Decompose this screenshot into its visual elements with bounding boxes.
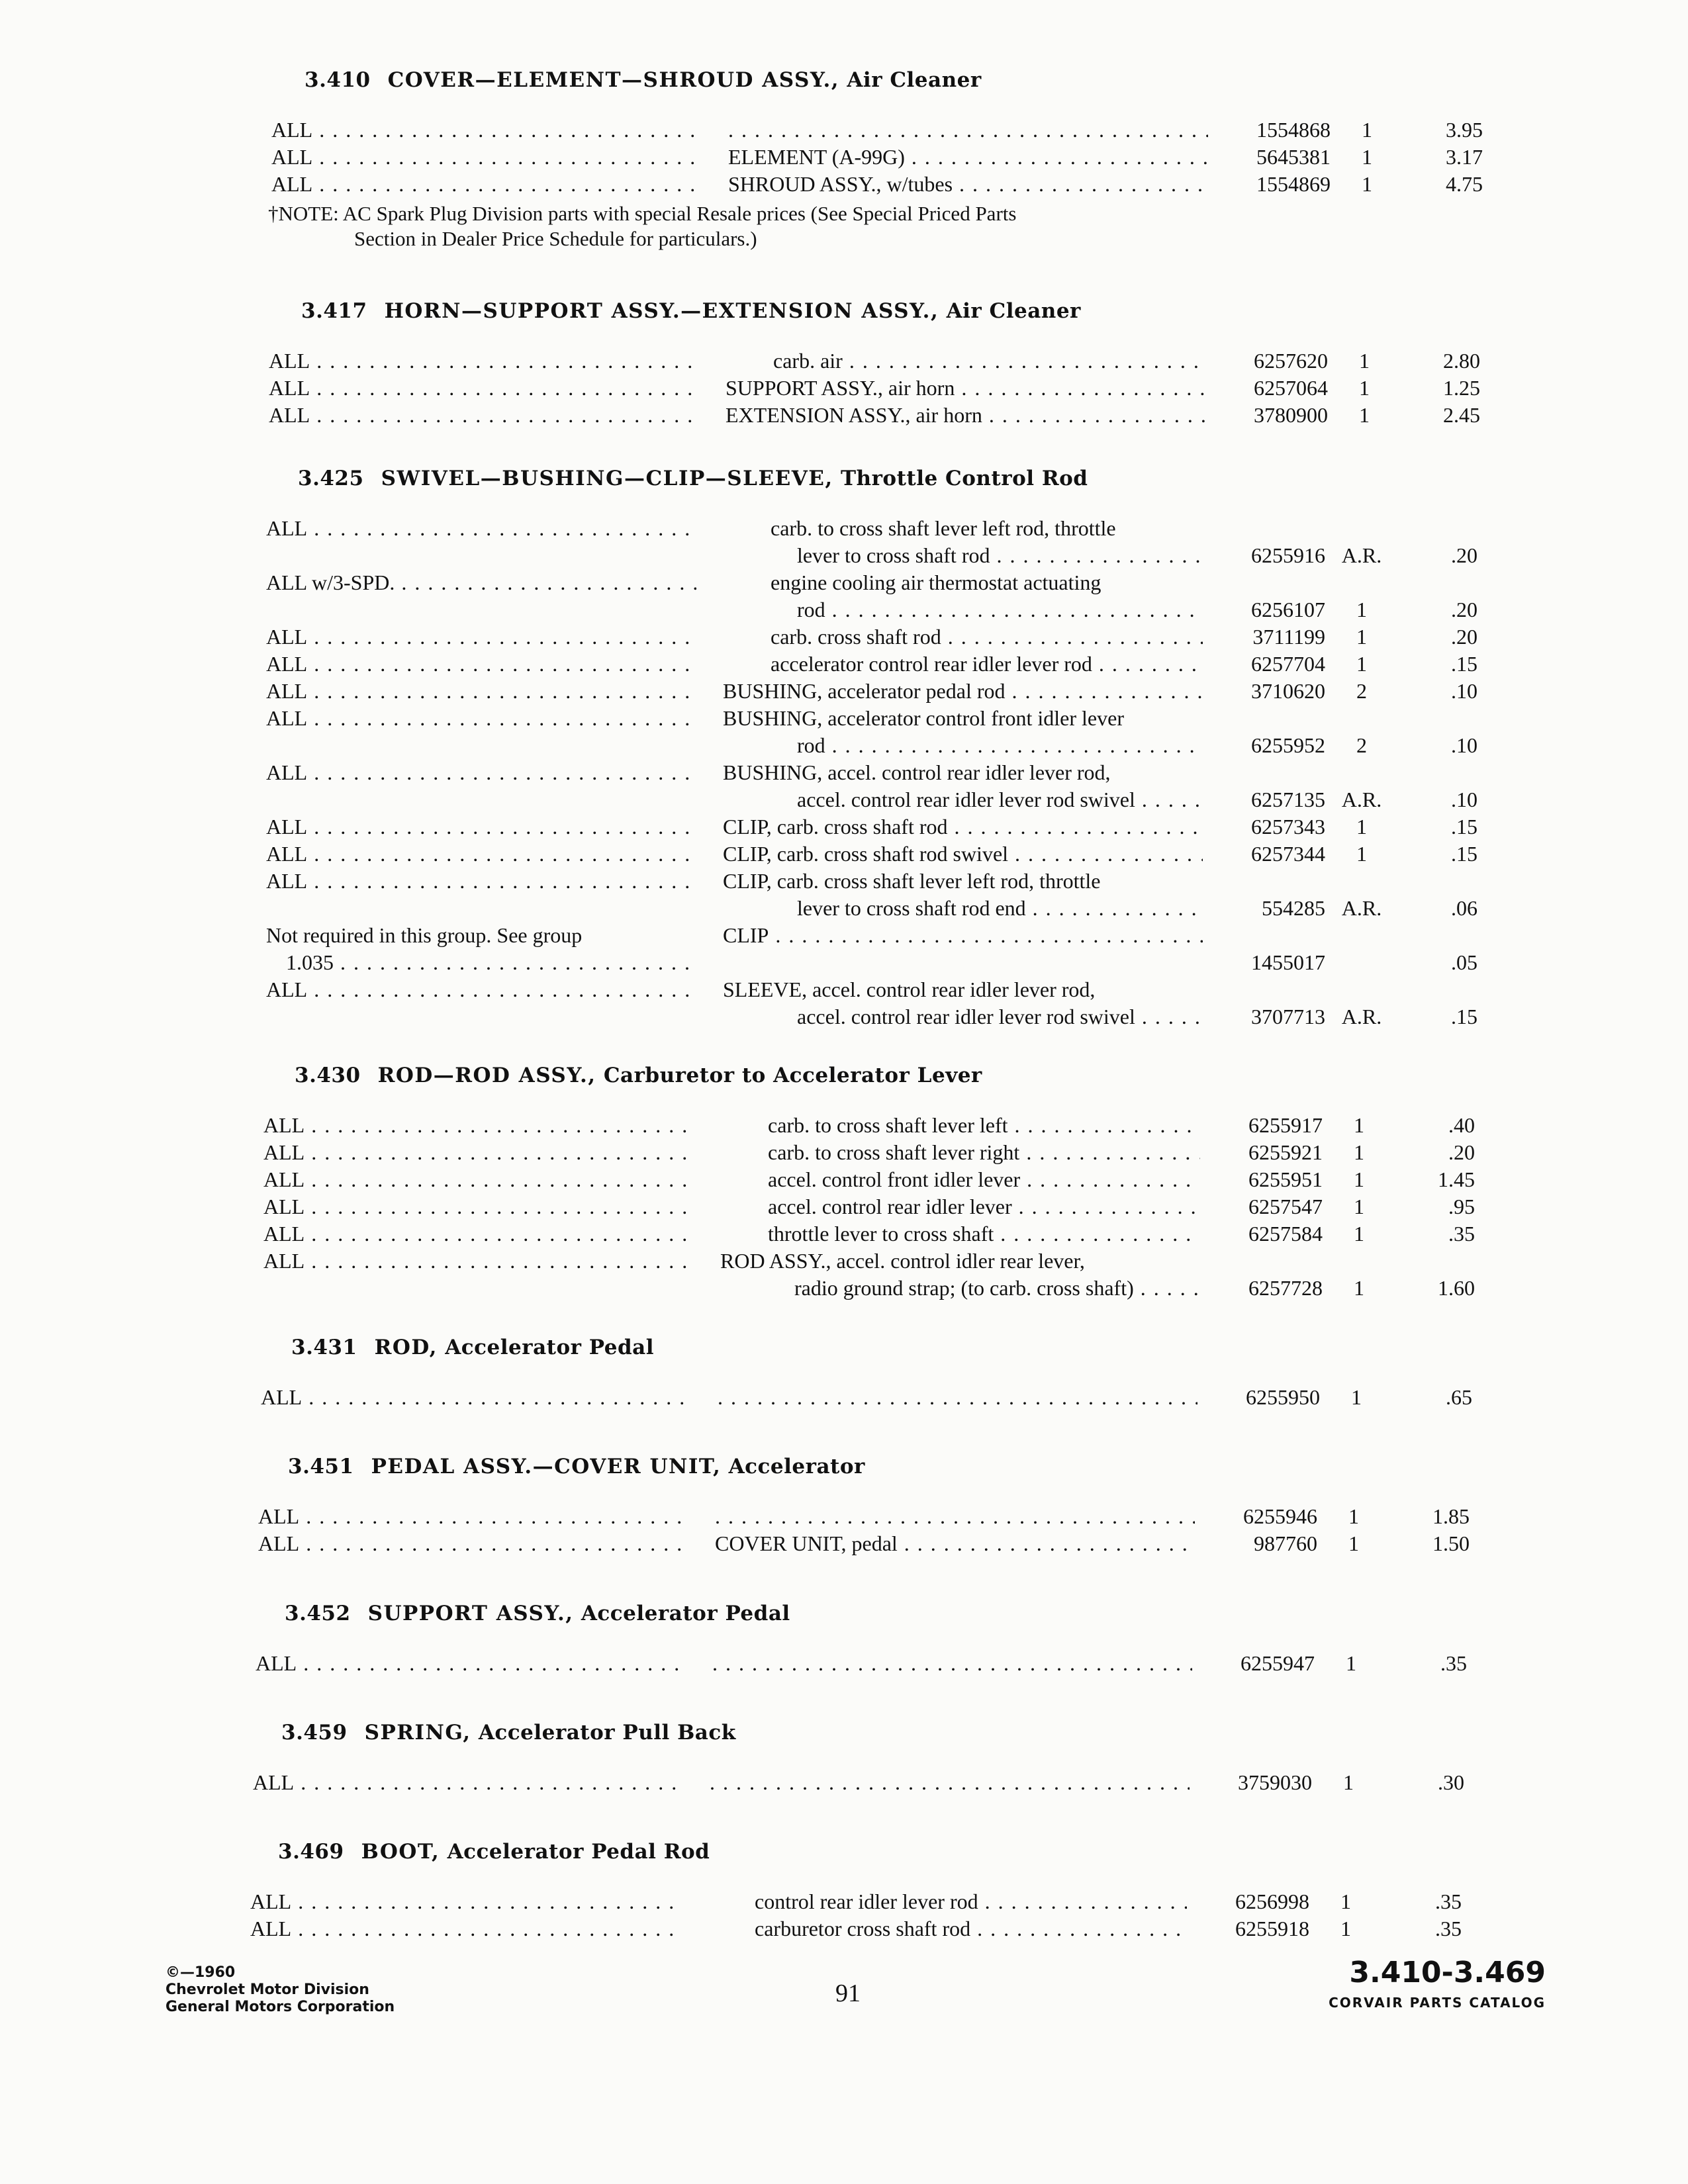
model-cell: ALL . . . — [266, 515, 696, 541]
section-number: 3.431 — [291, 1336, 357, 1359]
quantity-cell: A.R. — [1341, 543, 1382, 567]
price-cell: .35 — [1440, 1651, 1467, 1675]
table-row — [0, 705, 1688, 759]
section-title-rest: Air Cleaner — [847, 68, 982, 92]
description-cell — [715, 1503, 1195, 1529]
section-number: 3.469 — [278, 1840, 344, 1864]
table-row — [0, 347, 1688, 375]
quantity-cell: 1 — [1354, 1222, 1364, 1246]
quantity-cell: A.R. — [1341, 788, 1382, 811]
section-title-rest: Accelerator Pedal — [581, 1602, 790, 1625]
model-cell: ALL . . . — [258, 1530, 688, 1557]
description-cell — [712, 1650, 1192, 1676]
table-row — [0, 569, 1688, 623]
part-number-cell: 6255946 — [1243, 1504, 1317, 1528]
part-number-cell: 1554868 — [1256, 118, 1331, 142]
part-number-cell: 6257343 — [1251, 815, 1325, 839]
description-cell: BUSHING, accel. control rear idler lever rod, — [723, 760, 1111, 784]
part-number-cell: 6257620 — [1254, 349, 1328, 373]
part-number-cell: 6256107 — [1251, 598, 1325, 621]
model-cell: ALL . . . — [269, 347, 699, 374]
description-cell-continued: rod . . . — [797, 596, 1203, 623]
part-number-cell: 6257064 — [1254, 376, 1328, 400]
description-cell: EXTENSION ASSY., air horn . . . — [726, 402, 1205, 428]
section-title — [288, 1455, 865, 1479]
part-number-cell: 6257547 — [1248, 1195, 1323, 1218]
quantity-cell: 1 — [1356, 652, 1367, 676]
model-cell: ALL . . . — [271, 144, 702, 170]
model-cell: ALL w/3-SPD. . . . — [266, 569, 696, 596]
description-cell: SUPPORT ASSY., air horn . . . — [726, 375, 1205, 401]
section-title-rest: Accelerator Pedal Rod — [447, 1840, 710, 1864]
section-title — [301, 299, 1081, 323]
description-cell: ROD ASSY., accel. control idler rear lever, — [720, 1249, 1085, 1273]
quantity-cell: A.R. — [1341, 1005, 1382, 1028]
description-cell: SLEEVE, accel. control rear idler lever rod, — [723, 978, 1096, 1001]
table-row — [0, 922, 1688, 976]
section-title-main: ROD—ROD ASSY., — [377, 1064, 596, 1087]
section-title — [285, 1602, 790, 1625]
model-cell: ALL . . . — [253, 1769, 683, 1796]
table-row — [0, 813, 1688, 841]
price-cell: .15 — [1451, 1005, 1477, 1028]
quantity-cell: 1 — [1356, 815, 1367, 839]
model-cell: ALL . . . — [266, 678, 696, 704]
section-title-main: ROD, — [374, 1336, 438, 1359]
part-number-cell: 6257704 — [1251, 652, 1325, 676]
price-cell: .15 — [1451, 842, 1477, 866]
section-title — [305, 68, 982, 92]
price-cell: 1.45 — [1438, 1167, 1475, 1191]
part-number-cell: 3780900 — [1254, 403, 1328, 427]
price-cell: .20 — [1451, 625, 1477, 649]
part-number-cell: 6257344 — [1251, 842, 1325, 866]
quantity-cell: 1 — [1362, 118, 1372, 142]
model-cell: ALL . . . — [258, 1503, 688, 1529]
model-cell: ALL . . . — [266, 841, 696, 867]
table-row — [0, 1166, 1688, 1193]
description-cell: throttle lever to cross shaft . . . — [768, 1220, 1200, 1247]
model-cell: ALL . . . — [256, 1650, 686, 1676]
price-cell: .30 — [1438, 1770, 1464, 1794]
model-cell: ALL . . . — [263, 1220, 694, 1247]
model-cell: ALL . . . — [271, 116, 702, 143]
quantity-cell: 1 — [1359, 349, 1370, 373]
part-number-cell: 6257135 — [1251, 788, 1325, 811]
section-title-rest: Air Cleaner — [946, 299, 1081, 323]
price-cell: .20 — [1451, 598, 1477, 621]
quantity-cell: 1 — [1356, 842, 1367, 866]
description-cell: BUSHING, accelerator control front idler lever — [723, 706, 1124, 730]
section-title-main: COVER—ELEMENT—SHROUD ASSY., — [387, 68, 840, 92]
part-number-cell: 6257728 — [1248, 1276, 1323, 1300]
price-cell: .10 — [1451, 679, 1477, 703]
section-title-main: PEDAL ASSY.—COVER UNIT, — [371, 1455, 722, 1479]
quantity-cell: 1 — [1340, 1889, 1351, 1913]
description-cell: COVER UNIT, pedal . . . — [715, 1530, 1195, 1557]
table-row — [0, 841, 1688, 868]
section-title-rest: Carburetor to Accelerator Lever — [603, 1064, 982, 1087]
price-cell: .35 — [1435, 1917, 1462, 1940]
description-cell: engine cooling air thermostat actuating — [771, 570, 1102, 594]
section-number: 3.451 — [288, 1455, 354, 1479]
price-cell: .95 — [1448, 1195, 1475, 1218]
section-title — [295, 1064, 982, 1087]
table-row — [0, 1139, 1688, 1166]
description-cell: control rear idler lever rod . . . — [755, 1888, 1187, 1915]
note-line-2: Section in Dealer Price Schedule for particulars.) — [354, 227, 757, 250]
description-cell: accel. control rear idler lever . . . — [768, 1193, 1200, 1220]
quantity-cell: 1 — [1362, 172, 1372, 196]
part-number-cell: 6255917 — [1248, 1113, 1323, 1137]
quantity-cell: 1 — [1346, 1651, 1356, 1675]
price-cell: 1.50 — [1432, 1531, 1470, 1555]
model-cell: ALL . . . — [263, 1166, 694, 1193]
part-number-cell: 6255918 — [1235, 1917, 1309, 1940]
part-number-cell: 5645381 — [1256, 145, 1331, 169]
price-cell: .06 — [1451, 896, 1477, 920]
table-row — [0, 1530, 1688, 1557]
quantity-cell: 1 — [1348, 1504, 1359, 1528]
model-cell: ALL . . . — [266, 976, 696, 1003]
part-number-cell: 6255950 — [1246, 1385, 1320, 1409]
section-title — [298, 467, 1088, 490]
description-cell: BUSHING, accelerator pedal rod . . . — [723, 678, 1203, 704]
table-row — [0, 1193, 1688, 1220]
price-cell: 1.60 — [1438, 1276, 1475, 1300]
footer-copyright-block — [165, 1964, 395, 2016]
part-number-cell: 6257584 — [1248, 1222, 1323, 1246]
model-cell: ALL . . . — [263, 1139, 694, 1165]
section-number: 3.425 — [298, 467, 364, 490]
model-cell: ALL . . . — [269, 375, 699, 401]
quantity-cell: 1 — [1354, 1276, 1364, 1300]
table-row — [0, 1112, 1688, 1139]
price-cell: 2.80 — [1443, 349, 1480, 373]
page-number: 91 — [835, 1979, 861, 2007]
section-number: 3.459 — [281, 1721, 348, 1745]
table-row — [0, 678, 1688, 705]
description-cell: carburetor cross shaft rod . . . — [755, 1915, 1187, 1942]
description-cell: CLIP . . . — [723, 922, 1203, 948]
description-cell-continued: rod . . . — [797, 732, 1203, 758]
section-title-main: HORN—SUPPORT ASSY.—EXTENSION ASSY., — [384, 299, 939, 323]
quantity-cell: 2 — [1356, 733, 1367, 757]
footer-company-1: Chevrolet Motor Division — [165, 1981, 369, 1998]
note-line-1: †NOTE: AC Spark Plug Division parts with special Resale prices (See Special Priced Parts — [268, 202, 1017, 225]
table-row — [0, 171, 1688, 198]
description-cell: carb. to cross shaft lever right . . . — [768, 1139, 1200, 1165]
part-number-cell: 6255916 — [1251, 543, 1325, 567]
description-cell: carb. to cross shaft lever left . . . — [768, 1112, 1200, 1138]
price-cell: .10 — [1451, 733, 1477, 757]
price-cell: 1.25 — [1443, 376, 1480, 400]
description-cell-continued: radio ground strap; (to carb. cross shaft) . . . — [794, 1275, 1200, 1301]
quantity-cell: 1 — [1359, 376, 1370, 400]
price-cell: .20 — [1448, 1140, 1475, 1164]
price-cell: .20 — [1451, 543, 1477, 567]
section-title-main: SUPPORT ASSY., — [367, 1602, 574, 1625]
table-row — [0, 1220, 1688, 1248]
section-number: 3.452 — [285, 1602, 351, 1625]
price-cell: .05 — [1451, 950, 1477, 974]
section-title-main: SWIVEL—BUSHING—CLIP—SLEEVE, — [381, 467, 833, 490]
part-number-cell: 1554869 — [1256, 172, 1331, 196]
part-number-cell: 3707713 — [1251, 1005, 1325, 1028]
price-cell: 2.45 — [1443, 403, 1480, 427]
quantity-cell: 1 — [1356, 598, 1367, 621]
quantity-cell: 1 — [1354, 1140, 1364, 1164]
model-cell: ALL . . . — [266, 623, 696, 650]
model-cell: ALL . . . — [266, 868, 696, 894]
part-number-cell: 554285 — [1262, 896, 1325, 920]
price-cell: .35 — [1435, 1889, 1462, 1913]
description-cell-continued: accel. control rear idler lever rod swivel . . . — [797, 786, 1203, 813]
description-cell-continued: accel. control rear idler lever rod swivel . . . — [797, 1003, 1203, 1030]
quantity-cell: 2 — [1356, 679, 1367, 703]
part-number-cell: 987760 — [1254, 1531, 1317, 1555]
price-cell: .10 — [1451, 788, 1477, 811]
description-cell — [710, 1769, 1190, 1796]
section-title — [291, 1336, 654, 1359]
description-cell-continued: lever to cross shaft rod . . . — [797, 542, 1203, 569]
part-number-cell: 6255951 — [1248, 1167, 1323, 1191]
table-row — [0, 623, 1688, 651]
part-number-cell: 6256998 — [1235, 1889, 1309, 1913]
table-row — [0, 1248, 1688, 1302]
model-cell: ALL . . . — [263, 1112, 694, 1138]
model-cell: ALL . . . — [269, 402, 699, 428]
quantity-cell: 1 — [1351, 1385, 1362, 1409]
description-cell — [728, 116, 1208, 143]
quantity-cell: 1 — [1356, 625, 1367, 649]
price-cell: 3.17 — [1446, 145, 1483, 169]
description-cell: accel. control front idler lever . . . — [768, 1166, 1200, 1193]
price-cell: 1.85 — [1432, 1504, 1470, 1528]
section-title-rest: Throttle Control Rod — [840, 467, 1088, 490]
table-row — [0, 1384, 1688, 1411]
section-title — [281, 1721, 736, 1745]
section-number: 3.430 — [295, 1064, 361, 1087]
table-row — [0, 515, 1688, 569]
part-number-cell: 6255952 — [1251, 733, 1325, 757]
section-title-rest: Accelerator Pedal — [445, 1336, 655, 1359]
section-title-main: BOOT, — [361, 1840, 440, 1864]
description-cell-continued: lever to cross shaft rod end . . . — [797, 895, 1203, 921]
section-title — [278, 1840, 710, 1864]
price-cell: .40 — [1448, 1113, 1475, 1137]
quantity-cell: 1 — [1354, 1167, 1364, 1191]
model-cell: ALL . . . — [271, 171, 702, 197]
description-cell: carb. to cross shaft lever left rod, throttle — [771, 516, 1116, 540]
model-cell: ALL . . . — [266, 705, 696, 731]
section-title-rest: Accelerator Pull Back — [478, 1721, 736, 1745]
quantity-cell: 1 — [1343, 1770, 1354, 1794]
table-row — [0, 375, 1688, 402]
description-cell: carb. air . . . — [773, 347, 1205, 374]
footer-copyright: ©—1960 — [165, 1964, 236, 1981]
model-cell: ALL . . . — [266, 813, 696, 840]
price-cell: 4.75 — [1446, 172, 1483, 196]
model-cell: ALL . . . — [250, 1888, 680, 1915]
table-row — [0, 402, 1688, 429]
description-cell: CLIP, carb. cross shaft rod . . . — [723, 813, 1203, 840]
quantity-cell: 1 — [1340, 1917, 1351, 1940]
table-row — [0, 759, 1688, 813]
quantity-cell: 1 — [1354, 1113, 1364, 1137]
description-cell: CLIP, carb. cross shaft rod swivel . . . — [723, 841, 1203, 867]
part-number-cell: 1455017 — [1251, 950, 1325, 974]
table-row — [0, 144, 1688, 171]
quantity-cell: 1 — [1359, 403, 1370, 427]
description-cell: accelerator control rear idler lever rod . . . — [771, 651, 1203, 677]
model-cell: ALL . . . — [266, 651, 696, 677]
model-cell-continued: 1.035 . . . — [286, 949, 696, 976]
quantity-cell: A.R. — [1341, 896, 1382, 920]
table-row — [0, 1769, 1688, 1796]
quantity-cell: 1 — [1362, 145, 1372, 169]
price-cell: .35 — [1448, 1222, 1475, 1246]
description-cell: carb. cross shaft rod . . . — [771, 623, 1203, 650]
price-cell: .15 — [1451, 815, 1477, 839]
quantity-cell: 1 — [1354, 1195, 1364, 1218]
model-cell: ALL . . . — [266, 759, 696, 786]
page-range: 3.410-3.469 — [1349, 1956, 1546, 1989]
table-row — [0, 1650, 1688, 1677]
section-number: 3.417 — [301, 299, 367, 323]
quantity-cell: 1 — [1348, 1531, 1359, 1555]
footer-company-2: General Motors Corporation — [165, 1999, 395, 2015]
table-row — [0, 1915, 1688, 1942]
catalog-name: CORVAIR PARTS CATALOG — [1329, 1995, 1546, 2011]
table-row — [0, 868, 1688, 922]
section-title-main: SPRING, — [364, 1721, 471, 1745]
table-row — [0, 651, 1688, 678]
price-cell: 3.95 — [1446, 118, 1483, 142]
section-number: 3.410 — [305, 68, 371, 92]
part-number-cell: 6255921 — [1248, 1140, 1323, 1164]
part-number-cell: 6255947 — [1241, 1651, 1315, 1675]
model-cell: Not required in this group. See group — [266, 923, 583, 947]
model-cell: ALL . . . — [261, 1384, 691, 1410]
table-row — [0, 116, 1688, 144]
table-row — [0, 1888, 1688, 1915]
table-row — [0, 976, 1688, 1030]
description-cell: CLIP, carb. cross shaft lever left rod, throttle — [723, 869, 1101, 893]
part-number-cell: 3759030 — [1238, 1770, 1312, 1794]
price-cell: .65 — [1446, 1385, 1472, 1409]
price-cell: .15 — [1451, 652, 1477, 676]
section-title-rest: Accelerator — [728, 1455, 865, 1479]
description-cell — [718, 1384, 1197, 1410]
model-cell: ALL . . . — [263, 1248, 694, 1274]
model-cell: ALL . . . — [250, 1915, 680, 1942]
part-number-cell: 3710620 — [1251, 679, 1325, 703]
model-cell: ALL . . . — [263, 1193, 694, 1220]
description-cell: ELEMENT (A-99G) . . . — [728, 144, 1208, 170]
description-cell: SHROUD ASSY., w/tubes . . . — [728, 171, 1208, 197]
table-row — [0, 1503, 1688, 1530]
part-number-cell: 3711199 — [1252, 625, 1325, 649]
